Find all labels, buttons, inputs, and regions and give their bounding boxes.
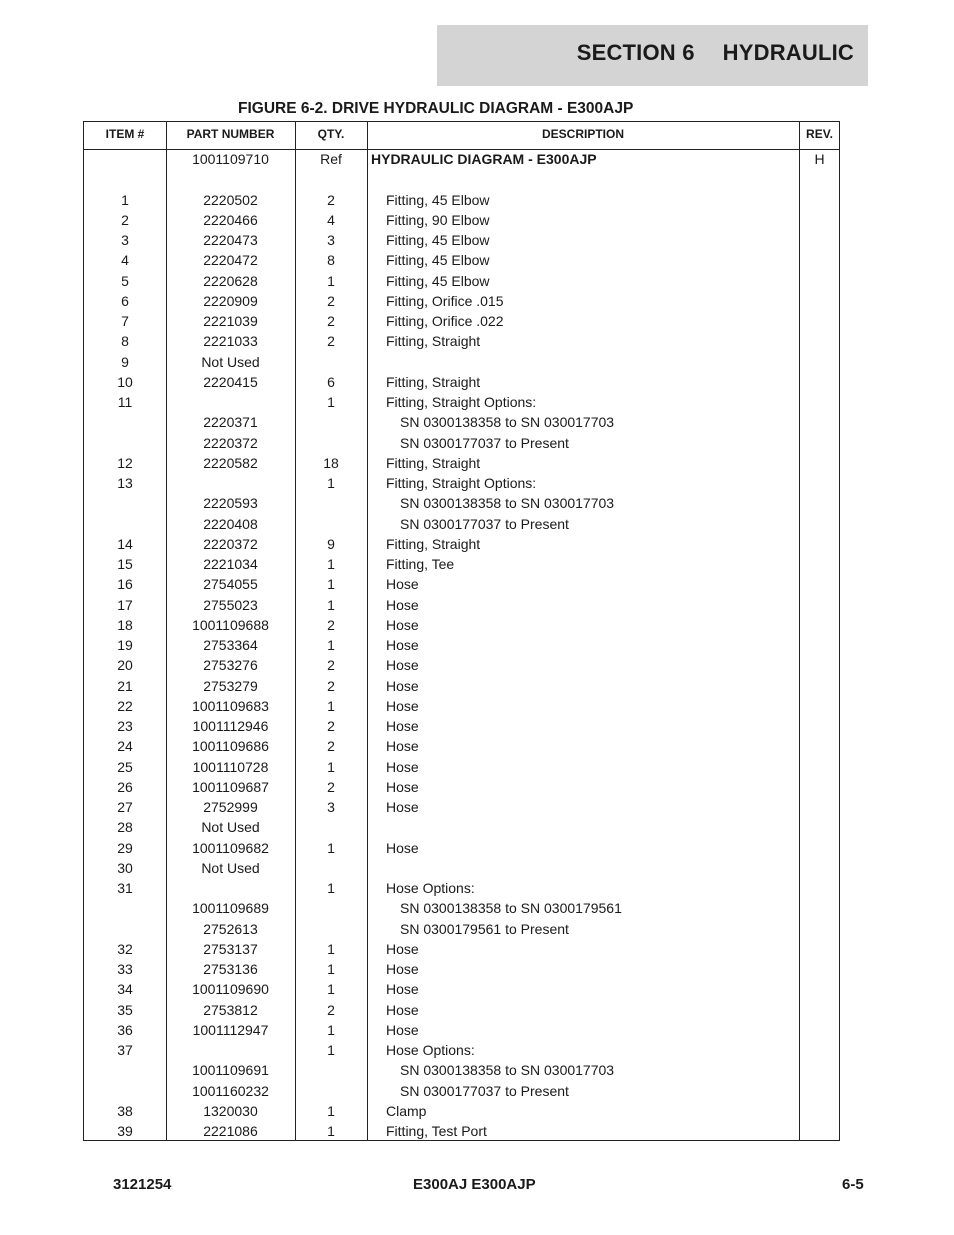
column-header-rev: REV. bbox=[806, 127, 833, 141]
description: Hose bbox=[386, 738, 419, 754]
description: Fitting, Straight bbox=[386, 374, 481, 390]
part-number: 2221086 bbox=[203, 1123, 258, 1139]
item-number: 36 bbox=[117, 1022, 133, 1038]
item-number: 19 bbox=[117, 637, 133, 653]
item-number: 3 bbox=[121, 232, 129, 248]
table-row bbox=[84, 291, 839, 311]
item-number: 27 bbox=[117, 799, 133, 815]
quantity: 8 bbox=[327, 252, 335, 268]
description: Fitting, 45 Elbow bbox=[386, 192, 490, 208]
item-number: 32 bbox=[117, 941, 133, 957]
item-number: 20 bbox=[117, 657, 133, 673]
table-row bbox=[84, 392, 839, 412]
part-number: 2220472 bbox=[203, 252, 258, 268]
item-number: 11 bbox=[117, 394, 133, 410]
quantity: 2 bbox=[327, 718, 335, 734]
revision: H bbox=[814, 151, 825, 167]
table-row bbox=[84, 190, 839, 210]
column-header-description: DESCRIPTION bbox=[541, 127, 624, 141]
table-row bbox=[84, 676, 839, 696]
table-row bbox=[84, 372, 839, 392]
description: SN 0300138358 to SN 030017703 bbox=[400, 414, 615, 430]
table-row bbox=[84, 696, 839, 716]
part-number: 2220371 bbox=[203, 414, 258, 430]
description: Fitting, Straight Options: bbox=[386, 394, 537, 410]
description: SN 0300177037 to Present bbox=[400, 435, 569, 451]
description: Fitting, Test Port bbox=[386, 1123, 487, 1139]
quantity: 1 bbox=[327, 576, 335, 592]
part-number: 2221034 bbox=[203, 556, 258, 572]
table-row bbox=[84, 230, 839, 250]
figure-title: FIGURE 6-2. DRIVE HYDRAULIC DIAGRAM - E300AJP bbox=[238, 100, 634, 117]
part-number: 2753364 bbox=[203, 637, 258, 653]
description: Fitting, Orifice .022 bbox=[386, 313, 504, 329]
section-number: SECTION 6 bbox=[576, 40, 695, 65]
item-number: 23 bbox=[117, 718, 133, 734]
item-number: 18 bbox=[117, 617, 133, 633]
quantity: 2 bbox=[327, 1002, 335, 1018]
description: Hose bbox=[386, 1002, 419, 1018]
table-row bbox=[84, 858, 839, 878]
part-number: 2220372 bbox=[203, 435, 258, 451]
description: Hose bbox=[386, 981, 419, 997]
table-row bbox=[84, 919, 839, 939]
quantity: 2 bbox=[327, 333, 335, 349]
item-number: 10 bbox=[117, 374, 133, 390]
item-number: 12 bbox=[117, 455, 133, 471]
part-number: 1001109686 bbox=[192, 738, 269, 754]
table-row bbox=[84, 1101, 839, 1121]
item-number: 2 bbox=[121, 212, 129, 228]
description: Fitting, 45 Elbow bbox=[386, 232, 490, 248]
quantity: 1 bbox=[327, 880, 335, 896]
table-row bbox=[84, 554, 839, 574]
part-number: 1001112947 bbox=[192, 1022, 269, 1038]
quantity: 1 bbox=[327, 698, 335, 714]
quantity: 1 bbox=[327, 1123, 335, 1139]
description: SN 0300179561 to Present bbox=[400, 921, 569, 937]
description: Fitting, Straight bbox=[386, 536, 481, 552]
table-row bbox=[84, 493, 839, 513]
part-number: 2753137 bbox=[203, 941, 258, 957]
quantity: 1 bbox=[327, 759, 335, 775]
part-number: 1001110728 bbox=[192, 759, 269, 775]
item-number: 22 bbox=[117, 698, 133, 714]
table-row bbox=[84, 757, 839, 777]
part-number: 2753279 bbox=[203, 678, 258, 694]
quantity: 1 bbox=[327, 394, 335, 410]
item-number: 13 bbox=[117, 475, 133, 491]
item-number: 35 bbox=[117, 1002, 133, 1018]
part-number: Not Used bbox=[201, 860, 260, 876]
table-row bbox=[84, 250, 839, 270]
table-row bbox=[84, 1060, 839, 1080]
part-number: 1320030 bbox=[203, 1103, 258, 1119]
quantity: 2 bbox=[327, 617, 335, 633]
part-number: 2220502 bbox=[203, 192, 258, 208]
quantity: 6 bbox=[327, 374, 335, 390]
table-row bbox=[84, 797, 839, 817]
quantity: 1 bbox=[327, 273, 335, 289]
table-row bbox=[84, 311, 839, 331]
table-row bbox=[84, 959, 839, 979]
part-number: 2752613 bbox=[203, 921, 258, 937]
part-number: 2753812 bbox=[203, 1002, 258, 1018]
part-number: Not Used bbox=[201, 354, 260, 370]
description: Hose Options: bbox=[386, 880, 475, 896]
description: Hose bbox=[386, 637, 419, 653]
quantity: 9 bbox=[327, 536, 335, 552]
description: Fitting, 45 Elbow bbox=[386, 252, 490, 268]
item-number: 37 bbox=[117, 1042, 133, 1058]
description: Fitting, Straight bbox=[386, 333, 481, 349]
item-number: 30 bbox=[117, 860, 133, 876]
table-row bbox=[84, 1040, 839, 1060]
description: Hose bbox=[386, 698, 419, 714]
quantity: 2 bbox=[327, 313, 335, 329]
description: Clamp bbox=[386, 1103, 427, 1119]
quantity: 1 bbox=[327, 840, 335, 856]
section-title: HYDRAULIC bbox=[722, 40, 854, 65]
description: Hose Options: bbox=[386, 1042, 475, 1058]
quantity: 3 bbox=[327, 232, 335, 248]
quantity: 1 bbox=[327, 1103, 335, 1119]
table-row bbox=[84, 331, 839, 351]
part-number: 2753276 bbox=[203, 657, 258, 673]
item-number: 17 bbox=[117, 597, 133, 613]
quantity: 4 bbox=[327, 212, 335, 228]
description: Fitting, Straight bbox=[386, 455, 481, 471]
part-number: 1001109690 bbox=[192, 981, 269, 997]
table-row bbox=[84, 149, 839, 169]
part-number: 2221039 bbox=[203, 313, 258, 329]
quantity: 1 bbox=[327, 556, 335, 572]
description: Hose bbox=[386, 759, 419, 775]
description: SN 0300138358 to SN 0300179561 bbox=[400, 900, 622, 916]
description: Hose bbox=[386, 779, 419, 795]
table-row bbox=[84, 655, 839, 675]
description: Hose bbox=[386, 840, 419, 856]
item-number: 7 bbox=[121, 313, 129, 329]
section-header bbox=[437, 25, 868, 86]
quantity: 1 bbox=[327, 961, 335, 977]
table-row bbox=[84, 473, 839, 493]
table-row bbox=[84, 777, 839, 797]
description: Hose bbox=[386, 576, 419, 592]
description: Hose bbox=[386, 941, 419, 957]
table-row bbox=[84, 433, 839, 453]
quantity: 2 bbox=[327, 779, 335, 795]
table-row bbox=[84, 716, 839, 736]
item-number: 33 bbox=[117, 961, 133, 977]
part-number: 1001109689 bbox=[192, 900, 269, 916]
parts-table bbox=[83, 121, 840, 1141]
table-row bbox=[84, 817, 839, 837]
part-number: Not Used bbox=[201, 819, 260, 835]
part-number: 2220909 bbox=[203, 293, 258, 309]
quantity: Ref bbox=[320, 151, 342, 167]
description: Fitting, Tee bbox=[386, 556, 455, 572]
table-row bbox=[84, 898, 839, 918]
quantity: 2 bbox=[327, 657, 335, 673]
part-number: 2220628 bbox=[203, 273, 258, 289]
table-row bbox=[84, 352, 839, 372]
description: Hose bbox=[386, 597, 419, 613]
table-row bbox=[84, 939, 839, 959]
description: Hose bbox=[386, 678, 419, 694]
item-number: 4 bbox=[121, 252, 129, 268]
part-number: 1001109691 bbox=[192, 1062, 269, 1078]
description: Hose bbox=[386, 718, 419, 734]
item-number: 15 bbox=[117, 556, 133, 572]
footer-document-number: 3121254 bbox=[113, 1176, 172, 1193]
section-heading bbox=[577, 40, 854, 66]
item-number: 26 bbox=[117, 779, 133, 795]
description: Fitting, Straight Options: bbox=[386, 475, 537, 491]
part-number: 1001109683 bbox=[192, 698, 269, 714]
column-header-part-number: PART NUMBER bbox=[186, 127, 275, 141]
quantity: 2 bbox=[327, 678, 335, 694]
quantity: 2 bbox=[327, 738, 335, 754]
quantity: 3 bbox=[327, 799, 335, 815]
description: Fitting, Orifice .015 bbox=[386, 293, 504, 309]
description: Hose bbox=[386, 617, 419, 633]
part-number: 2754055 bbox=[203, 576, 258, 592]
description: Hose bbox=[386, 657, 419, 673]
table-row bbox=[84, 1000, 839, 1020]
part-number: 1001160232 bbox=[192, 1083, 269, 1099]
description: Fitting, 45 Elbow bbox=[386, 273, 490, 289]
item-number: 38 bbox=[117, 1103, 133, 1119]
item-number: 9 bbox=[121, 354, 129, 370]
part-number: 1001109688 bbox=[192, 617, 269, 633]
description: SN 0300177037 to Present bbox=[400, 1083, 569, 1099]
table-row bbox=[84, 1121, 839, 1141]
quantity: 1 bbox=[327, 475, 335, 491]
table-row bbox=[84, 1081, 839, 1101]
item-number: 28 bbox=[117, 819, 133, 835]
description: SN 0300138358 to SN 030017703 bbox=[400, 495, 615, 511]
item-number: 14 bbox=[117, 536, 133, 552]
description: Hose bbox=[386, 1022, 419, 1038]
item-number: 8 bbox=[121, 333, 129, 349]
table-row bbox=[84, 595, 839, 615]
part-number: 2220466 bbox=[203, 212, 258, 228]
part-number: 1001109687 bbox=[192, 779, 269, 795]
item-number: 5 bbox=[121, 273, 129, 289]
table-row bbox=[84, 271, 839, 291]
quantity: 1 bbox=[327, 637, 335, 653]
table-row bbox=[84, 878, 839, 898]
description: Hose bbox=[386, 799, 419, 815]
description: SN 0300177037 to Present bbox=[400, 516, 569, 532]
column-header-qty: QTY. bbox=[317, 127, 345, 141]
description: HYDRAULIC DIAGRAM - E300AJP bbox=[371, 151, 597, 167]
table-row bbox=[84, 838, 839, 858]
item-number: 16 bbox=[117, 576, 133, 592]
item-number: 34 bbox=[117, 981, 133, 997]
quantity: 2 bbox=[327, 293, 335, 309]
item-number: 29 bbox=[117, 840, 133, 856]
part-number: 2220473 bbox=[203, 232, 258, 248]
table-row bbox=[84, 574, 839, 594]
description: Fitting, 90 Elbow bbox=[386, 212, 490, 228]
quantity: 18 bbox=[323, 455, 339, 471]
item-number: 31 bbox=[117, 880, 133, 896]
quantity: 1 bbox=[327, 597, 335, 613]
footer-page-number: 6-5 bbox=[842, 1176, 864, 1193]
footer-model: E300AJ E300AJP bbox=[413, 1176, 536, 1193]
description: SN 0300138358 to SN 030017703 bbox=[400, 1062, 615, 1078]
quantity: 1 bbox=[327, 1022, 335, 1038]
table-row bbox=[84, 1020, 839, 1040]
item-number: 6 bbox=[121, 293, 129, 309]
description: Hose bbox=[386, 961, 419, 977]
part-number: 2220415 bbox=[203, 374, 258, 390]
table-row bbox=[84, 453, 839, 473]
table-row bbox=[84, 210, 839, 230]
part-number: 1001112946 bbox=[192, 718, 269, 734]
part-number: 2752999 bbox=[203, 799, 258, 815]
table-row bbox=[84, 615, 839, 635]
table-row bbox=[84, 514, 839, 534]
part-number: 1001109710 bbox=[192, 151, 269, 167]
part-number: 2220372 bbox=[203, 536, 258, 552]
part-number: 2220408 bbox=[203, 516, 258, 532]
part-number: 2220593 bbox=[203, 495, 258, 511]
quantity: 2 bbox=[327, 192, 335, 208]
item-number: 25 bbox=[117, 759, 133, 775]
table-row bbox=[84, 736, 839, 756]
table-row bbox=[84, 979, 839, 999]
table-row bbox=[84, 635, 839, 655]
item-number: 24 bbox=[117, 738, 133, 754]
part-number: 1001109682 bbox=[192, 840, 269, 856]
quantity: 1 bbox=[327, 941, 335, 957]
item-number: 1 bbox=[121, 192, 129, 208]
table-row bbox=[84, 412, 839, 432]
quantity: 1 bbox=[327, 981, 335, 997]
part-number: 2221033 bbox=[203, 333, 258, 349]
column-header-item: ITEM # bbox=[105, 127, 145, 141]
part-number: 2753136 bbox=[203, 961, 258, 977]
item-number: 39 bbox=[117, 1123, 133, 1139]
part-number: 2220582 bbox=[203, 455, 258, 471]
item-number: 21 bbox=[117, 678, 133, 694]
table-row bbox=[84, 534, 839, 554]
part-number: 2755023 bbox=[203, 597, 258, 613]
quantity: 1 bbox=[327, 1042, 335, 1058]
